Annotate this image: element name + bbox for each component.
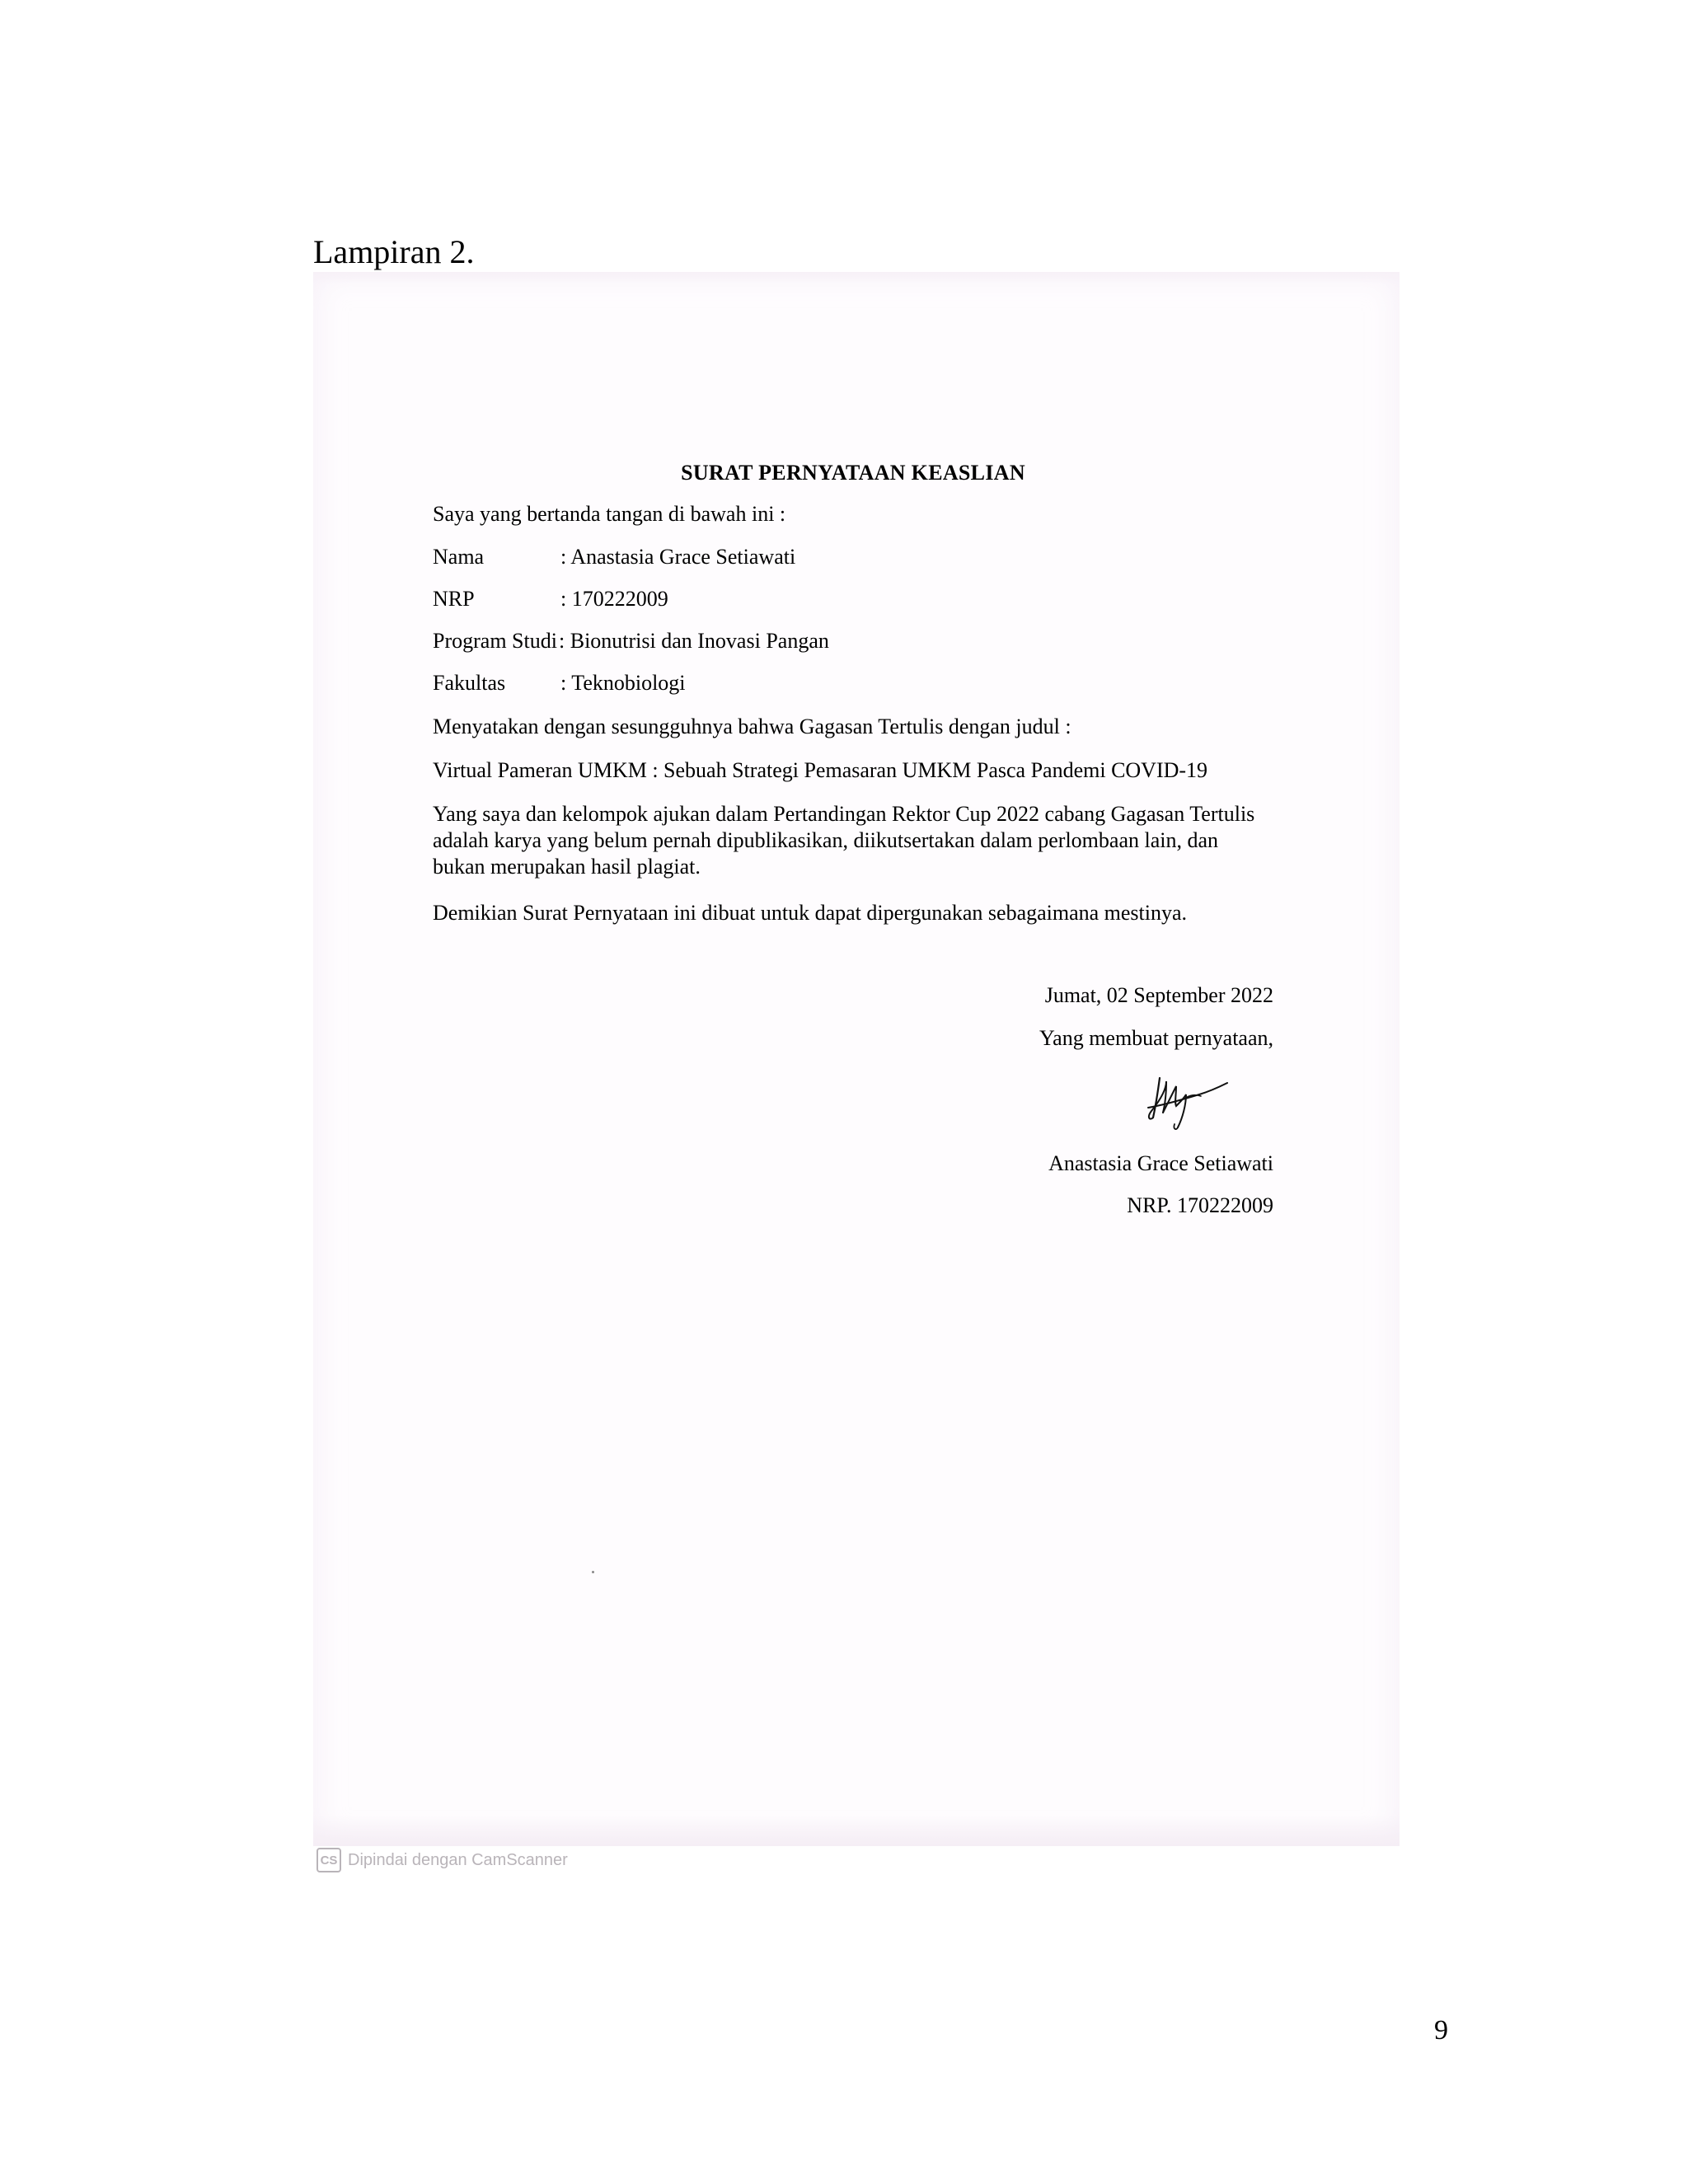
field-row-nrp — [433, 586, 1175, 612]
camscanner-watermark — [316, 1848, 568, 1872]
field-label: NRP — [433, 587, 475, 611]
signer-name: Anastasia Grace Setiawati — [1048, 1151, 1273, 1175]
letter-title: SURAT PERNYATAAN KEASLIAN — [681, 461, 1025, 485]
scan-bottom-edge — [313, 1815, 1400, 1846]
field-value: : Bionutrisi dan Inovasi Pangan — [559, 629, 829, 653]
signer-nrp: NRP. 170222009 — [1127, 1193, 1273, 1217]
field-label: Program Studi — [433, 629, 557, 653]
camscanner-text: Dipindai dengan CamScanner — [348, 1850, 568, 1869]
work-title: Virtual Pameran UMKM : Sebuah Strategi Pemasaran UMKM Pasca Pandemi COVID-19 — [433, 758, 1208, 782]
statement: Menyatakan dengan sesungguhnya bahwa Gagasan Tertulis dengan judul : — [433, 715, 1071, 738]
field-label: Fakultas — [433, 671, 506, 695]
scan-top-edge — [313, 272, 1400, 284]
date: Jumat, 02 September 2022 — [1044, 983, 1273, 1007]
signature-image — [1142, 1070, 1232, 1132]
field-row-fakultas — [433, 670, 1175, 696]
field-value: : Anastasia Grace Setiawati — [560, 545, 796, 569]
field-row-nama — [433, 544, 1175, 570]
scan-speck — [592, 1571, 594, 1573]
camscanner-icon: CS — [316, 1848, 341, 1872]
section-label: Lampiran 2. — [313, 233, 475, 270]
page-number: 9 — [1434, 2015, 1448, 2046]
closing: Demikian Surat Pernyataan ini dibuat untuk dapat dipergunakan sebagaimana mestinya. — [433, 901, 1188, 925]
letter-intro: Saya yang bertanda tangan di bawah ini : — [433, 502, 786, 526]
field-row-program-studi — [433, 628, 1175, 654]
signer-role: Yang membuat pernyataan, — [1039, 1026, 1273, 1050]
field-value: : 170222009 — [560, 587, 668, 611]
declaration: Yang saya dan kelompok ajukan dalam Pertandingan Rektor Cup 2022 cabang Gagasan Tertulis adalah karya yang belum pernah dipublikasikan, diikutsertakan dalam perlombaan lain, dan bukan merupakan hasil plagiat. — [433, 802, 1255, 879]
scanned-letter — [313, 272, 1400, 1846]
field-value: : Teknobiologi — [560, 671, 686, 695]
field-label: Nama — [433, 545, 485, 569]
